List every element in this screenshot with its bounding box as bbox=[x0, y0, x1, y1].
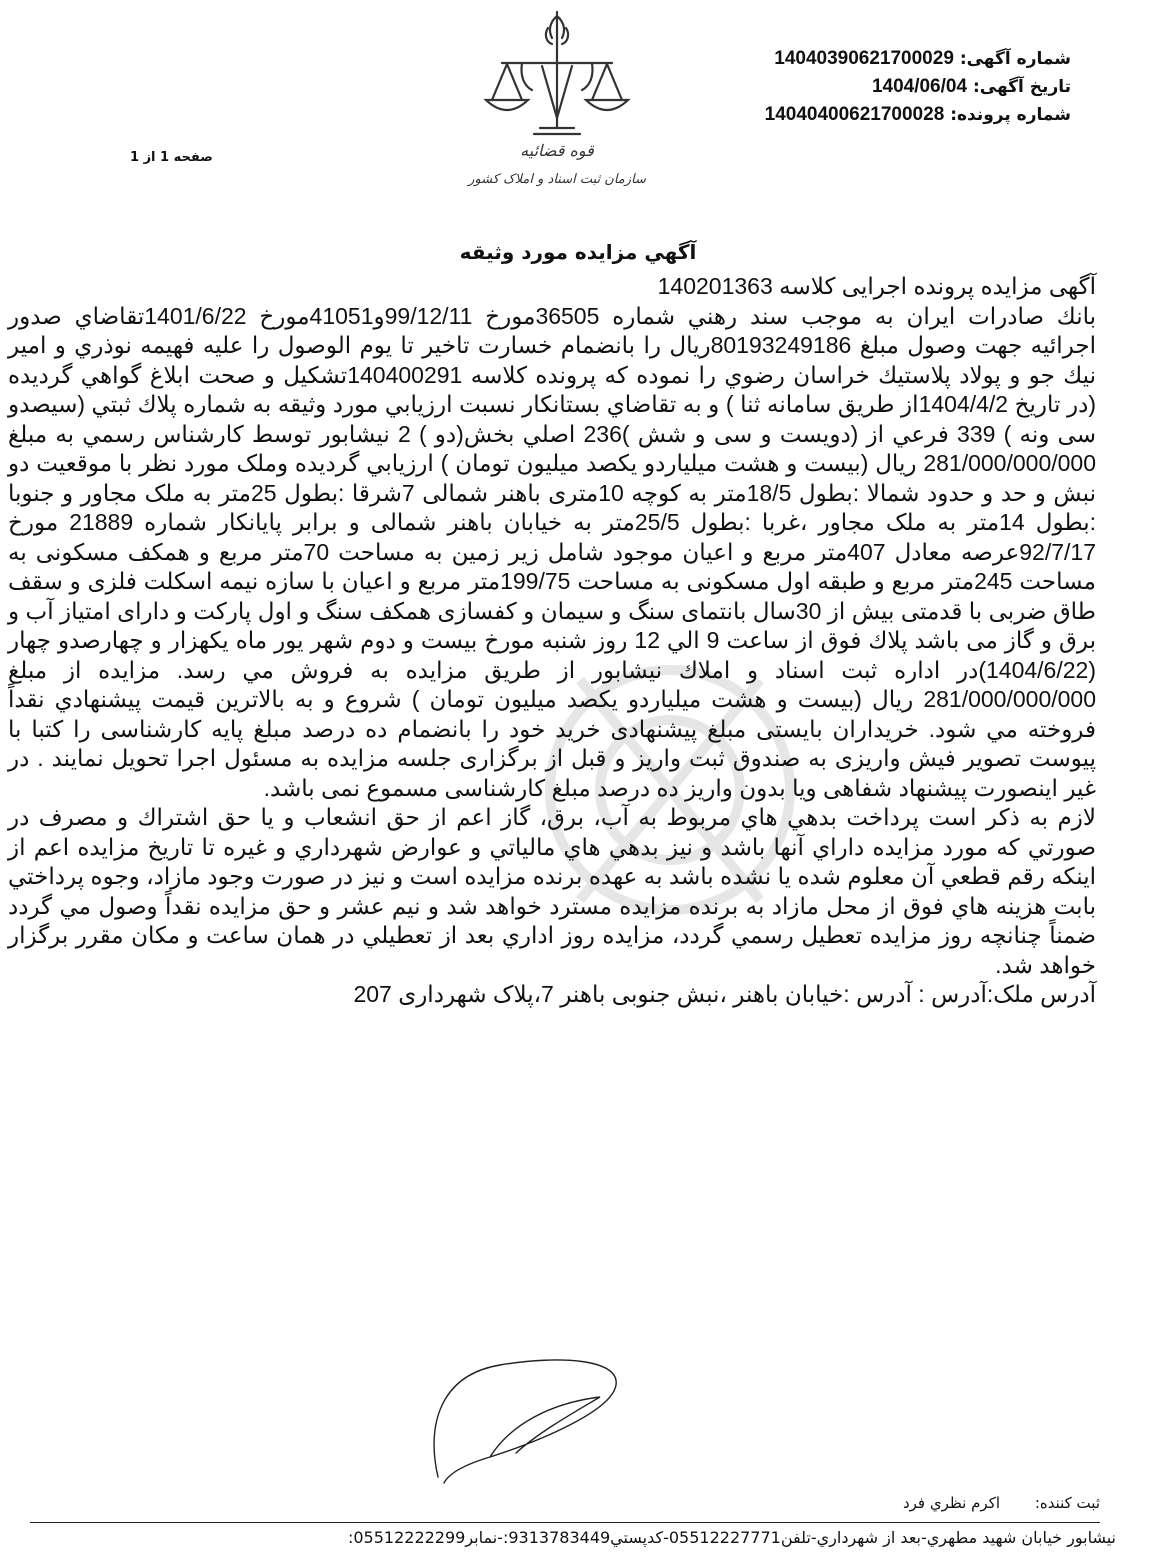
debts-terms-paragraph: لازم به ذكر است پرداخت بدهي هاي مربوط به آب، برق، گاز اعم از حق انشعاب و يا حق اشتراك و مصرف در صورتي كه مورد مزايده داراي آنها باشد و نيز بدهي هاي مالياتي و عوارض شهرداري و غيره تا تاريخ مزايده اعم از اينكه رقم قطعي آن معلوم شده يا نشده باشد به عهده برنده مزايده است و نيز در صورت وجود مازاد، وجوه پرداختي بابت هزينه هاي فوق از محل مازاد به برنده مزايده مسترد خواهد شد و نيم عشر و حق مزايده نقداً وصول مي گردد ضمناً چنانچه روز مزايده تعطيل رسمي گردد، مزايده روز اداري بعد از تعطيلي در همان ساعت و مكان مقرر برگزار خواهد شد. bbox=[8, 804, 1096, 978]
ad-number: 14040390621700029 bbox=[774, 48, 954, 69]
case-number-label: شماره پرونده: bbox=[950, 105, 1071, 125]
notice-title: آگهي مزايده مورد وثيقه bbox=[459, 240, 697, 264]
registrar-name: اكرم نظري فرد bbox=[902, 1494, 1000, 1512]
case-heading: آگهی مزایده پرونده اجرایی کلاسه 140201363 bbox=[657, 273, 1096, 299]
judiciary-emblem bbox=[462, 8, 652, 198]
ad-number-label: شماره آگهی: bbox=[959, 49, 1071, 69]
ad-date-label: تاریخ آگهی: bbox=[972, 77, 1071, 97]
emblem-text-judiciary: قوه قضائیه bbox=[520, 141, 594, 160]
registrar bbox=[870, 1494, 1100, 1518]
page-indicator: صفحه 1 از 1 bbox=[130, 150, 213, 165]
registrar-label: ثبت كننده: bbox=[1034, 1494, 1100, 1512]
case-number-row bbox=[671, 101, 1071, 129]
property-address: آدرس ملک:آدرس : آدرس :خیابان باهنر ،نبش جنوبی باهنر 7،پلاک شهرداری 207 bbox=[353, 981, 1096, 1007]
case-number: 14040400621700028 bbox=[764, 104, 945, 125]
emblem-text-organization: سازمان ثبت اسناد و املاک کشور bbox=[468, 172, 646, 187]
ad-number-row bbox=[671, 45, 1071, 73]
signature bbox=[420, 1345, 630, 1490]
footer-divider bbox=[30, 1522, 1100, 1523]
notice-body bbox=[8, 272, 1096, 1010]
ad-date-row bbox=[671, 73, 1071, 101]
ad-date: 1404/06/04 bbox=[871, 76, 968, 97]
office-contact-footer: نيشابور خيابان شهيد مطهري-بعد از شهرداري-تلفن05512227771-كدپستي9313783449:-نمابر05512222299: bbox=[347, 1528, 1116, 1547]
auction-details-paragraph: بانك صادرات ايران به موجب سند رهني شماره 36505مورخ 99/12/11و41051مورخ 1401/6/22تقاضاي صدور اجرائيه جهت وصول مبلغ 80193249186ريال را بانضمام خسارت تاخير تا يوم الوصول را عليه فهيمه نوذري و امير نيك جو و پولاد پلاستيك خراسان رضوي را نموده كه پرونده كلاسه 140400291تشكيل و صحت ابلاغ گواهي گرديده (در تاريخ 1404/4/2از طريق سامانه ثنا ) و به تقاضاي بستانكار نسبت ارزيابي مورد وثيقه به شماره پلاك ثبتي (سيصدو سی ونه ) 339 فرعي از (دويست و سی و شش )236 اصلي بخش(دو ) 2 نيشابور توسط كارشناس رسمي به مبلغ 281/000/000/000 ريال (بيست و هشت ميلياردو يكصد ميليون تومان ) ارزيابي گرديده وملک مورد نظر با موقعیت دو نبش و حد و حدود شمالا :بطول 18/5متر به کوچه 10متری باهنر شمالی 7شرقا :بطول 25متر به ملک مجاور و جنوبا :بطول 14متر به ملک مجاور ،غربا :بطول 25/5متر به خیابان باهنر شمالی و برابر پایانکار شماره 21889 مورخ 92/7/17عرصه معادل 407متر مربع و اعیان موجود شامل زیر زمین به مساحت 70متر مربع و همکف مسکونی به مساحت 245متر مربع و طبقه اول مسکونی به مساحت 199/75متر مربع و اعیان با سازه نیمه اسکلت فلزی و سقف طاق ضربی با قدمتی بیش از 30سال بانتمای سنگ و سیمان و کفسازی همکف سنگ و اول پارکت و دارای امتیاز آب و برق و گاز می باشد پلاك فوق از ساعت 9 الي 12 روز شنبه مورخ بیست و دوم شهر یور ماه یکهزار و چهارصدو چهار (1404/6/22)در اداره ثبت اسناد و املاك نيشابور از طريق مزايده به فروش مي رسد. مزايده از مبلغ 281/000/000/000 ريال (بيست و هشت ميلياردو يكصد ميليون تومان ) شروع و به بالاترين قيمت پيشنهادي نقداً فروخته مي شود. خريداران بایستی مبلغ پیشنهادی خرید خود را بانضمام ده درصد مبلغ پایه کارشناسی را کتبا با پیوست تصویر فیش واریزی به صندوق ثبت واریز و قبل از برگزاری جلسه مزایده به مسئول اجرا تحویل نمایند . در غیر اینصورت پیشنهاد شفاهی ویا بدون واریز ده درصد مبلغ کارشناسی مسموع نمی باشد. bbox=[8, 302, 1097, 801]
notice-metadata bbox=[671, 45, 1071, 129]
